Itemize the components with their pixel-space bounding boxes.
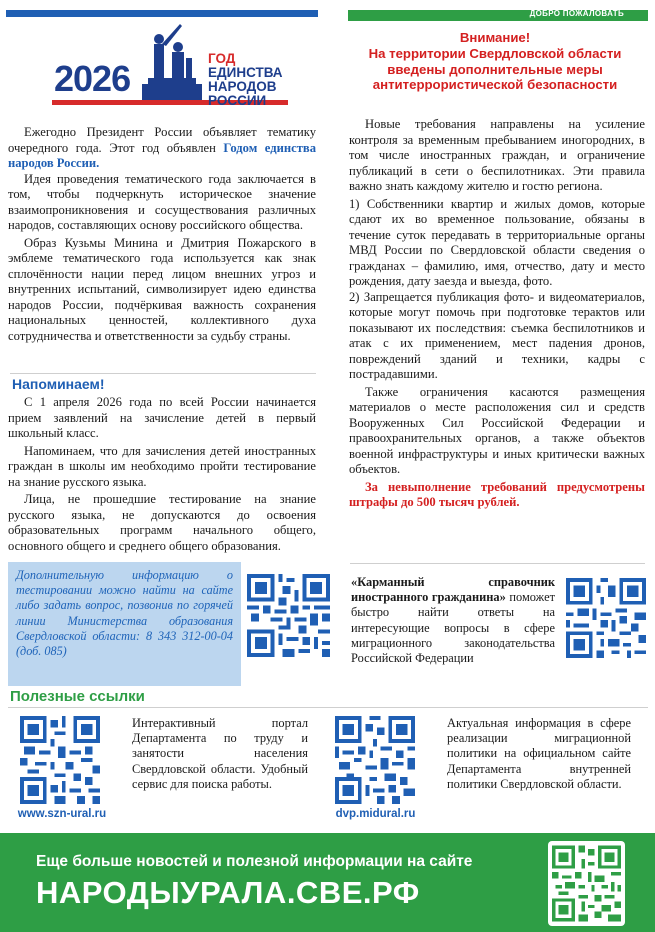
- left-paragraph-6: Лица, не прошедшие тестирование на знание русского языка, не допускаются до освоения образовательных программ начального общего, основного общего и среднего общего образования.: [8, 492, 316, 553]
- logo-line-1: ГОД: [208, 51, 236, 66]
- right-article: [349, 117, 645, 511]
- alert-heading: Внимание!: [459, 30, 531, 45]
- reminder-article: [8, 395, 316, 554]
- right-paragraph-4: Также ограничения касаются размещения материалов о месте расположения сил и средств Вооруженных Сил Российской Федерации и правоохранительных органов, а также объектов военной инфраструктуры и иных критически важных объектов.: [349, 384, 645, 476]
- fine-warning: За невыполнение требований предусмотрены штрафы до 500 тысяч рублей.: [349, 479, 645, 509]
- right-paragraph-1: Новые требования направлены на усиление контроля за временным пребыванием иногородних, в том числе иностранных граждан, и ограничение публикаций в сети о беспилотниках. Эти правила важно знать каждому жителю и гостю региона.: [349, 117, 645, 193]
- szn-qr-code[interactable]: [20, 716, 100, 804]
- dvp-description: Актуальная информация в сфере реализации миграционной политики на официальном сайте Департамента внутренней политики Свердловской области.: [447, 716, 631, 791]
- monument-icon: [132, 22, 212, 102]
- alert-subheading: На территории Свердловской области введены дополнительные меры антитеррористической безопасности: [368, 45, 622, 93]
- qr-code-icon: [247, 574, 330, 657]
- logo-year: 2026: [54, 58, 131, 99]
- testing-info-box: [8, 562, 241, 686]
- guide-block: [351, 575, 555, 666]
- szn-link[interactable]: www.szn-ural.ru: [17, 808, 107, 820]
- left-article: [8, 125, 316, 344]
- dvp-link[interactable]: dvp.midural.ru: [335, 808, 416, 820]
- reminder-title: Напоминаем!: [12, 376, 105, 392]
- guide-text: [351, 575, 555, 666]
- welcome-label: ДОБРО ПОЖАЛОВАТЬ: [529, 9, 624, 18]
- left-paragraph-1: [8, 125, 316, 172]
- top-green-bar: [348, 10, 648, 21]
- testing-info-text: Дополнительную информацию о тестировании можно найти на сайте либо задать вопрос, позвонив по горячей линии Министерства образования Свердловской области: 8 343 312-00-04 (доб. 085): [16, 568, 233, 659]
- left-paragraph-2: Идея проведения тематического года заключается в том, чтобы подчеркнуть историческое значение взаимопроникновения и сосуществования различных народов, составляющих основу российского общества.: [8, 171, 316, 232]
- szn-description-block: [132, 716, 308, 792]
- testing-qr-code[interactable]: [247, 574, 330, 657]
- szn-description: Интерактивный портал Департамента по труду и занятости населения Свердловской области. Удобный сервис для поиска работы.: [132, 716, 308, 791]
- year-logo: [40, 22, 290, 120]
- left-p1-text: Ежегодно Президент России объявляет тематику очередного года. Этот год объявлен: [8, 125, 316, 155]
- logo-text: [208, 52, 298, 108]
- top-blue-bar: [6, 10, 318, 17]
- links-divider: [8, 707, 648, 708]
- logo-line-4: РОССИИ: [208, 93, 267, 108]
- logo-line-3: НАРОДОВ: [208, 79, 277, 94]
- footer-banner: [0, 833, 655, 932]
- guide-description: поможет быстро найти ответы на интересующие вопросы в сфере миграционного законодательства Российской Федерации: [351, 590, 555, 666]
- qr-code-icon: [335, 716, 415, 804]
- guide-title: «Карманный справочник иностранного гражданина»: [351, 575, 555, 605]
- right-paragraph-2: 1) Собственники квартир и жилых домов, которые сдают их во временное пользование, обязаны в течение суток передавать в территориальные органы МВД России по Свердловской области сведения о гражданах – фамилию, имя, отчество, дату и место рождения, дату заезда и выезда, фото.: [349, 196, 645, 288]
- security-alert: [352, 30, 638, 93]
- qr-code-icon: [20, 716, 100, 804]
- left-divider: [10, 373, 316, 374]
- useful-links-title: Полезные ссылки: [10, 688, 145, 705]
- qr-code-icon: [566, 578, 646, 658]
- dvp-description-block: [447, 716, 631, 792]
- right-paragraph-3: 2) Запрещается публикация фото- и видеоматериалов, которые могут помочь при подготовке терактов или показывают их последствия: съемка беспилотников и атак с их применением, мест падения дронов, повреждений зданий и техники, кадры с пострадавшими.: [349, 289, 645, 381]
- footer-qr-code[interactable]: [548, 841, 625, 926]
- qr-code-icon: [552, 845, 621, 922]
- dvp-qr-code[interactable]: [335, 716, 415, 804]
- left-paragraph-4: С 1 апреля 2026 года по всей России начинается прием заявлений на зачисление детей в первый школьный класс.: [8, 395, 316, 440]
- logo-line-2: ЕДИНСТВА: [208, 65, 283, 80]
- right-divider: [350, 563, 645, 564]
- left-paragraph-3: Образ Кузьмы Минина и Дмитрия Пожарского в эмблеме тематического года используется как знак сплочённости нации перед лицом внешних угроз и внутренних испытаний, символизирует идею единства народов России, подчёркивая важность сохранения национальных ценностей, коллективного духа сотрудничества и ответственности за судьбу страны.: [8, 235, 316, 343]
- left-paragraph-5: Напоминаем, что для зачисления детей иностранных граждан в школы им необходимо пройти тестирование на знание русского языка.: [8, 443, 316, 489]
- footer-site-link[interactable]: НАРОДЫУРАЛА.СВЕ.РФ: [36, 875, 420, 910]
- guide-qr-code[interactable]: [566, 578, 646, 658]
- footer-tagline: Еще больше новостей и полезной информации на сайте: [36, 853, 473, 870]
- left-p1-highlight: Годом единства народов России.: [8, 140, 316, 170]
